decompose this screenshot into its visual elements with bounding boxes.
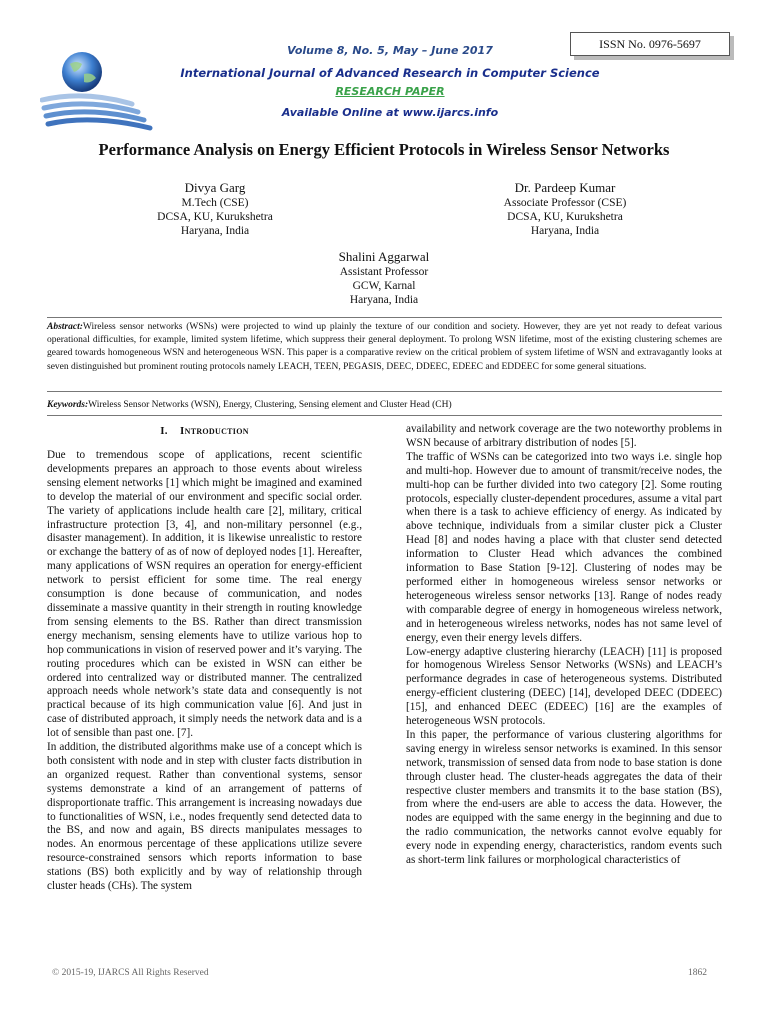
abstract <box>47 321 722 374</box>
paragraph: In addition, the distributed algorithms make use of a concept which is both consistent with node and in step with cluster facts distribution in an organized request. Rather than conventional systems, sensor systems demonstrate a kind of an arrangement of patterns of disproportionate traffic. This arrangement is increasing nowadays due to functionalities of WSN, i.e., nodes frequently send detected data to the BS, and now and again, BS directs manipulates messages to nodes. An enormous percentage of these applications utilize severe resource-constrained sensors which reports information to base stations (BS) both explicitly and by way of relationship through cluster heads (CHs). The system <box>47 741 362 893</box>
paragraph: The traffic of WSNs can be categorized into two ways i.e. single hop and multi-hop. However due to amount of transmit/receive nodes, the multi-hop can be further divided into two category [2]. Some routing protocols, especially cluster-dependent procedures, assume a vital part when there is a task to achieve efficiency of energy. As indicated by above technique, individuals from a similar cluster pick a Cluster Head [8] and nodes having a place with that cluster send detected information to Cluster Head which advances the combined information to Base Station [9-12]. Clustering of nodes may be performed either in homogeneous wireless sensor networks or heterogeneous wireless sensor networks [13]. Range of nodes ready with comparable degree of energy in homogeneous wireless network, and in heterogeneous wireless networks, nodes has not same level of energy, even their energy levels differs. <box>406 450 722 644</box>
paragraph: In this paper, the performance of various clustering algorithms for saving energy in wireless sensor networks is examined. In this sensor network, transmission of sensed data from node to base station is done through cluster head. The cluster-heads aggregates the data of their respective cluster members and transmits it to the base station (BS), from where the end-users are able to access the data. However, the nodes are equipped with the same energy in the beginning and due to the radio communication, the networks cannot evolve equably for every node in expending energy, characteristics, random events such as short-term link failures or morphological characteristics of <box>406 728 722 867</box>
globe-logo-icon <box>40 42 180 132</box>
author-name: Shalini Aggarwal <box>338 249 430 264</box>
author-block <box>455 180 675 238</box>
paper-title: Performance Analysis on Energy Efficient Protocols in Wireless Sensor Networks <box>98 140 670 159</box>
abstract-text: Wireless sensor networks (WSNs) were projected to wind up plainly the texture of our condition and society. However, they are yet not ready to defeat various operational difficulties, for example, limited system lifetime, which suppress their general deployment. To prolong WSN lifetime, most of the existing clustering schemes are geared towards homogeneous WSN and heterogeneous WSN. This paper is a comparative review on the critical problem of system lifetime of WSN and extravagantly looks at seven distinguished but prominent routing protocols namely LEACH, TEEN, PEGASIS, DEEC, DDEEC, EDEEC and EDDEEC for some general situations. <box>47 322 722 372</box>
author-affiliation: Haryana, India <box>349 294 419 306</box>
page-number: 1862 <box>688 968 707 978</box>
author-name: Divya Garg <box>184 180 246 195</box>
author-affiliation: Associate Professor (CSE) <box>503 197 627 209</box>
author-name: Dr. Pardeep Kumar <box>514 180 616 195</box>
right-column <box>406 423 722 868</box>
divider <box>47 415 722 416</box>
paragraph: Due to tremendous scope of applications, recent scientific developments prepares an approach to those events about wireless sensing element networks [1] which might be imagined and examined to develop the material of our environment and specific social order. The variety of applications include health care [2], military, critical infrastructure protection [3, 4], and non-military personnel (e.g., disaster management). In addition, it is likewise unrealistic to restore or exchange the battery of as of now of deployed nodes [1]. Hereafter, many applications of WSN requires an operation for energy-efficient network to persist efficient for some time. The real energy consumption is done because of communication, and nodes disseminate a massive quantity in their strength in routing knowledge from sensing elements to the BS. Rather than direct transmission energy mechanism, sensing elements have to utilize various hop to hop communications in vision of reserved power and it’s varying. The routing procedures which can be existed in WSN can either be ordered into centralized way or distributed manner. The centralized approach needs whole network’s state data and consequently is not practical because of its high communication value [6]. And just in case of distributed approach, it simply needs the network data and is a lot of sensible than past one. [7]. <box>47 449 362 740</box>
section-title: Introduction <box>180 425 249 437</box>
author-block <box>115 180 315 238</box>
issn-box: ISSN No. 0976-5697 <box>570 32 730 56</box>
author-affiliation: Haryana, India <box>180 225 250 237</box>
copyright: © 2015-19, IJARCS All Rights Reserved <box>52 968 209 978</box>
author-affiliation: DCSA, KU, Kurukshetra <box>157 211 273 223</box>
author-affiliation: M.Tech (CSE) <box>181 197 249 209</box>
paragraph: Low-energy adaptive clustering hierarchy (LEACH) [11] is proposed for homogenous Wireless Sensor Networks (WSNs) and LEACH’s performance degrades in case of heterogeneous systems. Distributed energy-efficient clustering (DEEC) [14], developed DEEC (DDEEC) [15], and enhanced DEEC (EDEEC) [16] are the examples of heterogeneous WSN protocols. <box>406 645 722 728</box>
abstract-label: Abstract: <box>47 322 83 332</box>
author-block <box>284 249 484 307</box>
volume-issue: Volume 8, No. 5, May – June 2017 <box>287 44 493 57</box>
section-heading <box>47 425 362 437</box>
section-number: I. <box>160 425 168 437</box>
journal-name: International Journal of Advanced Research in Computer Science <box>180 66 600 80</box>
paragraph: availability and network coverage are the two noteworthy problems in WSN because of arbitrary distribution of nodes [5]. <box>406 423 722 449</box>
divider <box>47 317 722 318</box>
author-affiliation: DCSA, KU, Kurukshetra <box>507 211 623 223</box>
author-affiliation: Haryana, India <box>530 225 600 237</box>
keywords-label: Keywords: <box>47 400 89 410</box>
author-affiliation: GCW, Karnal <box>352 280 416 292</box>
keywords-text: Wireless Sensor Networks (WSN), Energy, Clustering, Sensing element and Cluster Head (CH) <box>88 400 452 410</box>
availability-link[interactable]: Available Online at www.ijarcs.info <box>281 106 499 119</box>
left-column <box>47 449 362 894</box>
author-affiliation: Assistant Professor <box>339 266 429 278</box>
paper-type: RESEARCH PAPER <box>335 85 445 98</box>
keywords <box>47 399 722 412</box>
divider <box>47 391 722 392</box>
